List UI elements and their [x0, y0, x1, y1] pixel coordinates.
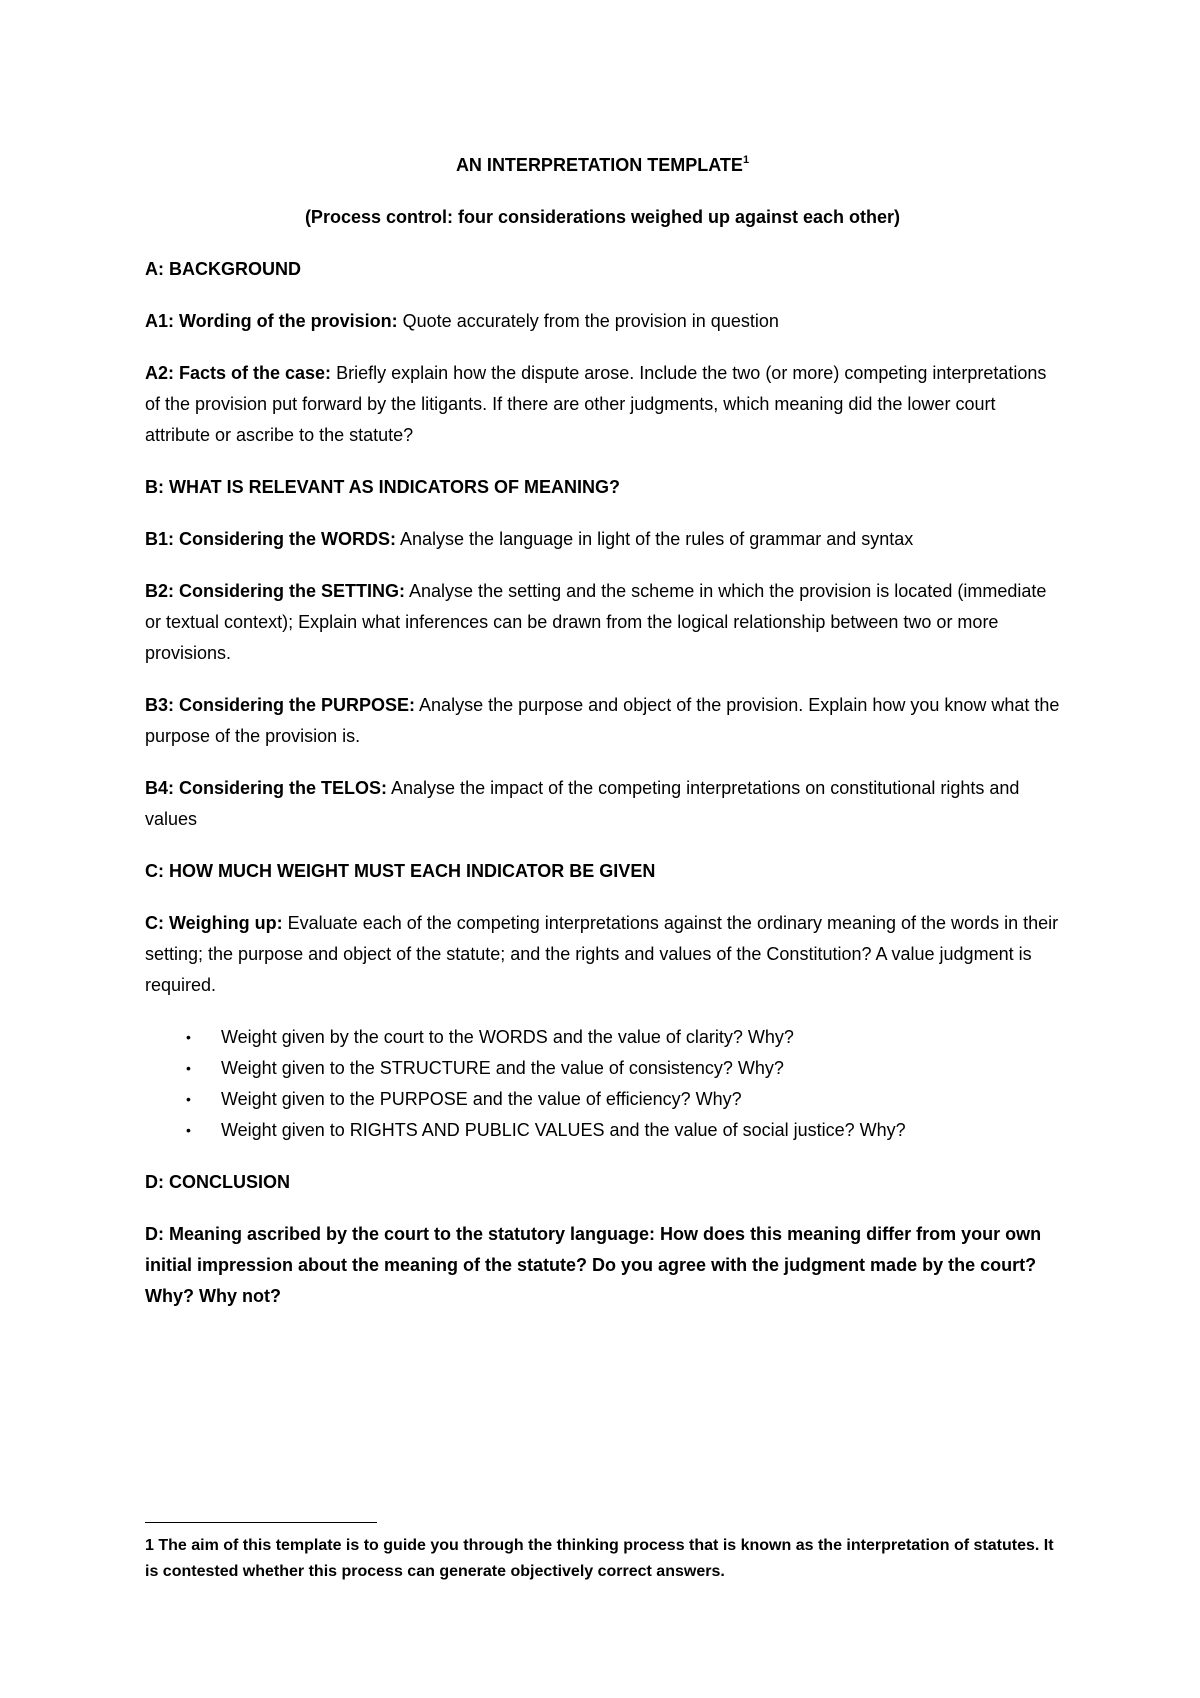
list-item-text: Weight given to the PURPOSE and the value of efficiency? Why?: [221, 1089, 742, 1109]
document-body: [145, 150, 1060, 1333]
list-item: [145, 1115, 1060, 1146]
list-item: [145, 1053, 1060, 1084]
b4-text: Analyse the impact of the competing interpretations on constitutional rights and values: [145, 778, 1020, 829]
paragraph-b3: [145, 690, 1060, 752]
footnote-separator: [145, 1522, 377, 1523]
bullet-icon: •: [186, 1060, 191, 1076]
list-item: [145, 1084, 1060, 1115]
list-item-text: Weight given by the court to the WORDS and the value of clarity? Why?: [221, 1027, 794, 1047]
a2-label: A2: Facts of the case:: [145, 363, 332, 383]
a1-label: A1: Wording of the provision:: [145, 311, 398, 331]
b3-label: B3: Considering the PURPOSE:: [145, 695, 416, 715]
section-a-heading: A: BACKGROUND: [145, 259, 301, 279]
b2-text: Analyse the setting and the scheme in which the provision is located (immediate or textual context); Explain what inferences can be drawn from the logical relationship between two or more provisions.: [145, 581, 1047, 663]
footnote-marker: 1: [742, 154, 750, 166]
paragraph-a2: [145, 358, 1060, 451]
footnote-text: 1 The aim of this template is to guide you through the thinking process that is known as the interpretation of statutes. It is contested whether this process can generate objectively correct answers.: [145, 1537, 1054, 1580]
paragraph-a1: [145, 306, 1060, 337]
document-subtitle: (Process control: four considerations weighed up against each other): [304, 207, 901, 227]
b1-label: B1: Considering the WORDS:: [145, 529, 396, 549]
section-c-heading: C: HOW MUCH WEIGHT MUST EACH INDICATOR BE GIVEN: [145, 861, 656, 881]
document-title: [145, 150, 1060, 181]
b3-text: Analyse the purpose and object of the provision. Explain how you know what the purpose of the provision is.: [145, 695, 1060, 746]
bullet-icon: •: [186, 1091, 191, 1107]
list-item: [145, 1022, 1060, 1053]
c-label: C: Weighing up:: [145, 913, 283, 933]
b4-label: B4: Considering the TELOS:: [145, 778, 388, 798]
bullet-icon: •: [186, 1029, 191, 1045]
weight-bullet-list: [145, 1022, 1060, 1146]
section-b-heading: B: WHAT IS RELEVANT AS INDICATORS OF MEANING?: [145, 477, 620, 497]
a2-text: Briefly explain how the dispute arose. Include the two (or more) competing interpretations of the provision put forward by the litigants. If there are other judgments, which meaning did the lower court attribute or ascribe to the statute?: [145, 363, 1047, 445]
b2-label: B2: Considering the SETTING:: [145, 581, 406, 601]
paragraph-b1: [145, 524, 1060, 555]
paragraph-c: [145, 908, 1060, 1001]
title-text: AN INTERPRETATION TEMPLATE: [455, 155, 743, 175]
section-d-heading: D: CONCLUSION: [145, 1172, 290, 1192]
c-text: Evaluate each of the competing interpretations against the ordinary meaning of the words in their setting; the purpose and object of the statute; and the rights and values of the Constitution? A value judgment is required.: [145, 913, 1059, 995]
paragraph-d: D: Meaning ascribed by the court to the statutory language: How does this meaning differ from your own initial impression about the meaning of the statute? Do you agree with the judgment made by the court? Why? Why not?: [145, 1224, 1042, 1306]
list-item-text: Weight given to the STRUCTURE and the value of consistency? Why?: [221, 1058, 784, 1078]
a1-text: Quote accurately from the provision in question: [397, 311, 779, 331]
paragraph-b4: [145, 773, 1060, 835]
bullet-icon: •: [186, 1122, 191, 1138]
list-item-text: Weight given to RIGHTS AND PUBLIC VALUES and the value of social justice? Why?: [221, 1120, 906, 1140]
b1-text: Analyse the language in light of the rules of grammar and syntax: [396, 529, 914, 549]
paragraph-b2: [145, 576, 1060, 669]
